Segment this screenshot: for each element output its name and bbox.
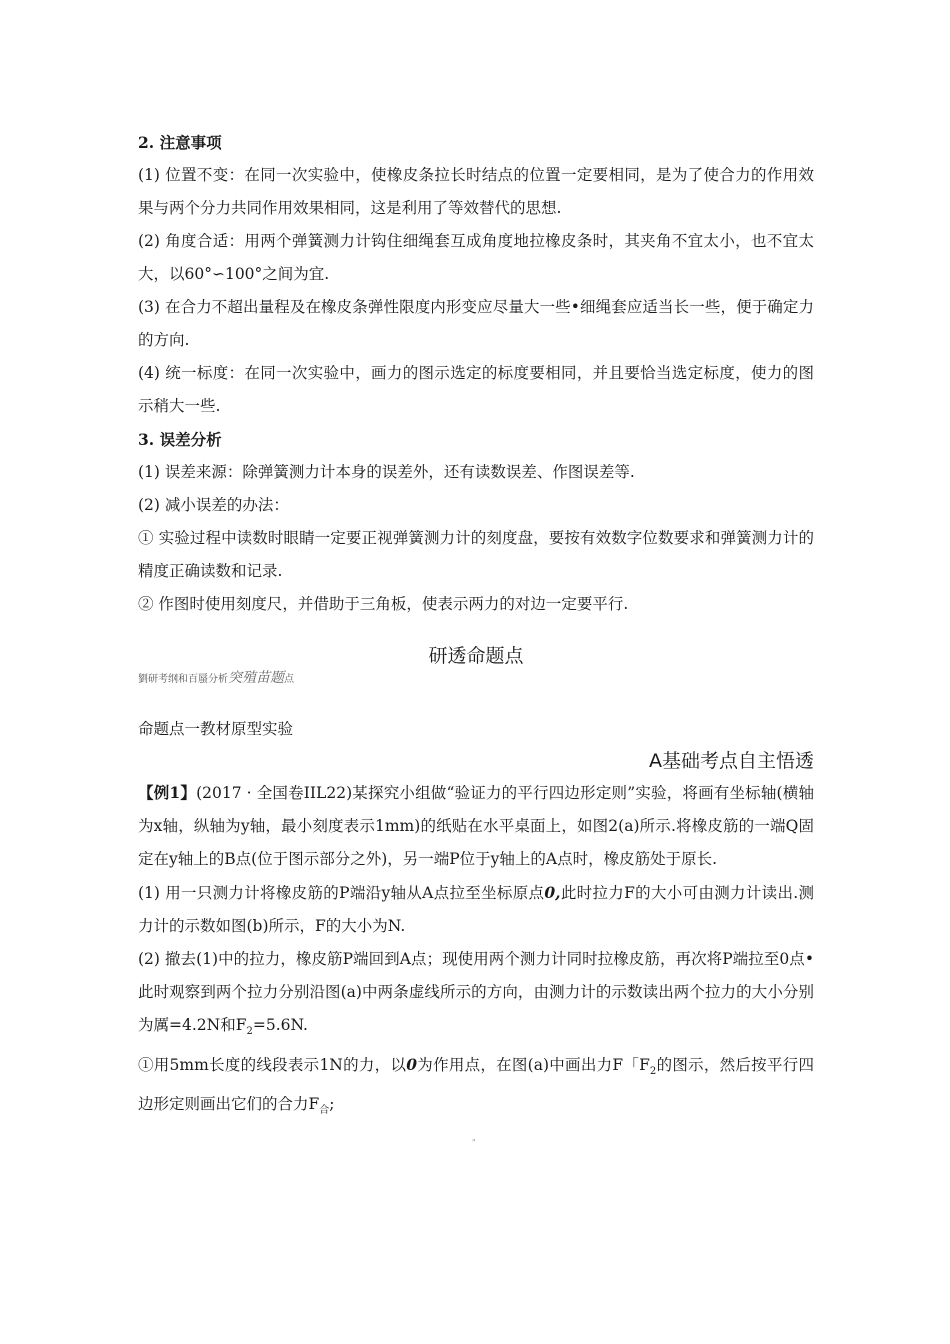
- example-intro: [138, 776, 814, 876]
- subtitle-end: 点: [284, 674, 294, 685]
- question-3: [138, 1048, 814, 1127]
- banner-title: A基础考点自主悟透: [649, 750, 814, 772]
- errors-item-4: ② 作图时使用刻度尺，并借助于三角板，使表示两力的对边一定要平行.: [138, 595, 629, 613]
- subtitle-italic: 突殖苗题: [228, 670, 284, 686]
- question-1-part-b: 此时拉力F的大小可由测力计读出.测力计的示数如图(b)所示，F的大小为N.: [138, 884, 814, 935]
- notes-item-3: (3) 在合力不超出量程及在橡皮条弹性限度内形变应尽量大一些•细绳套应适当长一些，便于确定力的方向.: [138, 298, 814, 349]
- subscript: 2: [246, 1026, 253, 1038]
- question-1: [138, 876, 814, 943]
- question-2: [138, 943, 814, 1048]
- question-3-part-c: 的图示，然后按平行四边形定则画出它们的合力F: [138, 1056, 814, 1114]
- section-subtitle: [138, 671, 814, 687]
- section-title: 研透命题点: [428, 645, 524, 667]
- subscript-resultant: 合: [319, 1105, 330, 1117]
- errors-item-3: ① 实验过程中读数时眼睛一定要正视弹簧测力计的刻度盘，要按有效数字位数要求和弹簧测力计的精度正确读数和记录.: [138, 529, 814, 580]
- origin-symbol: 0,: [544, 883, 561, 902]
- question-2-part-b: =5.6N.: [252, 1016, 308, 1034]
- notes-item-4: (4) 统一标度：在同一次实验中，画力的图示选定的标度要相同，并且要恰当选定标度，使力的图示稍大一些.: [138, 364, 814, 415]
- notes-heading: 2. 注意事项: [138, 133, 222, 152]
- question-3-part-d: ;: [329, 1095, 335, 1114]
- example-text: (2017 · 全国卷IIL22)某探究小组做“验证力的平行四边形定则”实验，将画有坐标轴(横轴为x轴，纵轴为y轴，最小刻度表示1mm)的纸贴在水平桌面上，如图2(a)所示.将橡皮筋的一端Q固定在y轴上的B点(位于图示部分之外)，另一端P位于y轴上的A点时，橡皮筋处于原长.: [138, 784, 814, 868]
- origin-symbol: 0: [406, 1055, 418, 1075]
- errors-heading: 3. 误差分析: [138, 430, 222, 449]
- subscript: 2: [649, 1066, 657, 1078]
- example-label: 【例1】: [138, 783, 197, 802]
- document-page: [138, 126, 814, 1127]
- footer-mark: ": [472, 1138, 476, 1147]
- subtitle-plain: 劉研考纲和百蜃分析: [138, 674, 228, 685]
- notes-item-1: (1) 位置不变：在同一次实验中，使橡皮条拉长时结点的位置一定要相同，是为了使合力的作用效果与两个分力共同作用效果相同，这是利用了等效替代的思想.: [138, 166, 814, 217]
- notes-item-2: (2) 角度合适：用两个弹簧测力计钩住细绳套互成角度地拉橡皮条时，其夹角不宜太小，也不宜太大，以60°∽100°之间为宜.: [138, 232, 814, 283]
- question-3-part-b: 为作用点，在图(a)中画出力F「F: [417, 1056, 650, 1075]
- question-1-part-a: (1) 用一只测力计将橡皮筋的P端沿y轴从A点拉至坐标原点: [138, 884, 545, 902]
- question-3-part-a: ①用5mm长度的线段表示1N的力，以: [138, 1056, 407, 1075]
- question-2-part-a: (2) 撤去(1)中的拉力，橡皮筋P端回到A点；现使用两个测力计同时拉橡皮筋，再次将P端拉至0点•此时观察到两个拉力分别沿图(a)中两条虚线所示的方向，由测力计的示数读出两个拉力的大小分别为厲=4.2N和F: [138, 950, 814, 1034]
- errors-item-1: (1) 误差来源：除弹簧测力计本身的误差外，还有读数误差、作图误差等.: [138, 463, 635, 481]
- errors-item-2: (2) 减小误差的办法：: [138, 496, 289, 514]
- topic-heading: 命题点一教材原型实验: [138, 720, 294, 738]
